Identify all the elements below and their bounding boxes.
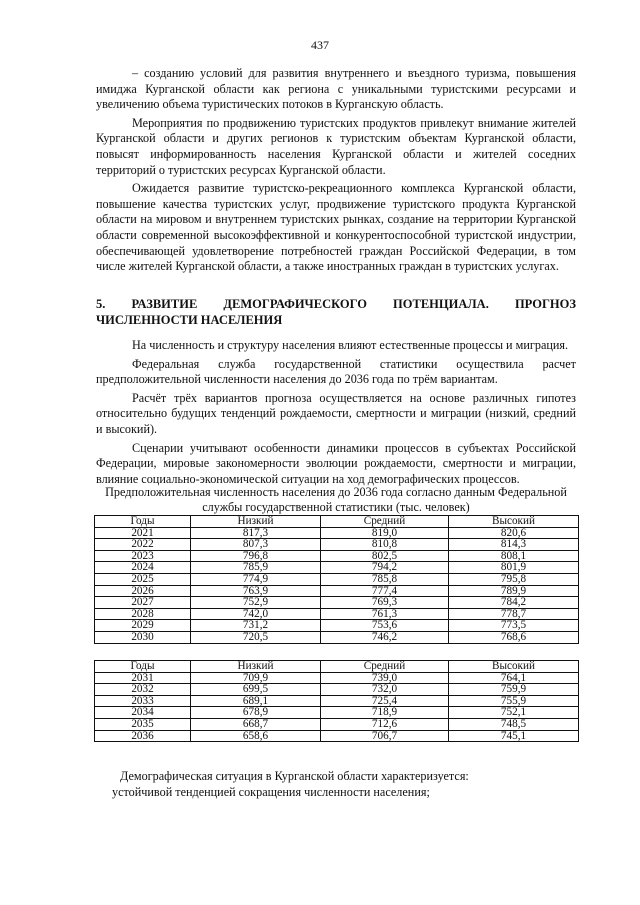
table-row xyxy=(95,527,579,539)
cell-high: 789,9 xyxy=(449,585,579,597)
cell-low: 785,9 xyxy=(191,562,321,574)
cell-medium: 725,4 xyxy=(321,695,449,707)
table-row xyxy=(95,585,579,597)
cell-low: 752,9 xyxy=(191,597,321,609)
table-row xyxy=(95,550,579,562)
paragraph-characteristics: Демографическая ситуация в Курганской области характеризуется: xyxy=(120,769,469,783)
table-row xyxy=(95,620,579,632)
intro-text xyxy=(96,66,576,278)
cell-low: 699,5 xyxy=(191,684,321,696)
cell-low: 817,3 xyxy=(191,527,321,539)
cell-high: 752,1 xyxy=(449,707,579,719)
cell-low: 668,7 xyxy=(191,718,321,730)
cell-low: 774,9 xyxy=(191,573,321,585)
paragraph-tourism-conditions: – созданию условий для развития внутреннего и въездного туризма, повышения имиджа Курганской области как региона с уникальными туристскими ресурсами и увеличению объема туристических потоков в Курганскую область. xyxy=(96,66,576,112)
heading-word: ДЕМОГРАФИЧЕСКОГО xyxy=(223,297,367,311)
section-heading xyxy=(96,297,576,328)
cell-year: 2021 xyxy=(95,527,191,539)
cell-year: 2023 xyxy=(95,550,191,562)
header-high: Высокий xyxy=(449,516,579,528)
table-row xyxy=(95,684,579,696)
cell-low: 678,9 xyxy=(191,707,321,719)
heading-word: ПРОГНОЗ xyxy=(514,297,576,311)
table-row xyxy=(95,608,579,620)
cell-year: 2035 xyxy=(95,718,191,730)
cell-high: 814,3 xyxy=(449,539,579,551)
cell-year: 2027 xyxy=(95,597,191,609)
closing-text xyxy=(112,768,580,800)
paragraph-rosstat: Федеральная служба государственной статистики осуществила расчет предположительной численности населения до 2036 года по трём вариантам. xyxy=(96,356,576,387)
table-header-row xyxy=(95,516,579,528)
header-low: Низкий xyxy=(191,661,321,673)
cell-medium: 769,3 xyxy=(321,597,449,609)
heading-line2: ЧИСЛЕННОСТИ НАСЕЛЕНИЯ xyxy=(96,312,283,327)
paragraph-factors: На численность и структуру населения влияют естественные процессы и миграция. xyxy=(132,338,569,352)
cell-medium: 732,0 xyxy=(321,684,449,696)
cell-year: 2033 xyxy=(95,695,191,707)
cell-medium: 706,7 xyxy=(321,730,449,742)
cell-medium: 712,6 xyxy=(321,718,449,730)
cell-high: 764,1 xyxy=(449,672,579,684)
cell-year: 2034 xyxy=(95,707,191,719)
demography-text xyxy=(96,338,576,490)
header-low: Низкий xyxy=(191,516,321,528)
cell-high: 778,7 xyxy=(449,608,579,620)
paragraph-scenarios: Сценарии учитывают особенности динамики процессов в субъектах Российской Федерации, мировые закономерности эволюции рождаемости, смертности и миграции, влияние социально-экономической ситуации на ход демографических процессов. xyxy=(96,440,576,486)
cell-year: 2026 xyxy=(95,585,191,597)
table-caption: Предположительная численность населения до 2036 года согласно данным Федеральной службы государственной статистики (тыс. человек) xyxy=(105,485,567,515)
table-row xyxy=(95,672,579,684)
cell-medium: 819,0 xyxy=(321,527,449,539)
header-medium: Средний xyxy=(321,516,449,528)
cell-medium: 761,3 xyxy=(321,608,449,620)
cell-medium: 810,8 xyxy=(321,539,449,551)
cell-high: 755,9 xyxy=(449,695,579,707)
heading-number: 5. xyxy=(96,297,106,311)
cell-medium: 785,8 xyxy=(321,573,449,585)
cell-high: 808,1 xyxy=(449,550,579,562)
cell-high: 768,6 xyxy=(449,631,579,643)
table-row xyxy=(95,718,579,730)
cell-year: 2024 xyxy=(95,562,191,574)
table-header-row xyxy=(95,661,579,673)
cell-high: 820,6 xyxy=(449,527,579,539)
cell-medium: 746,2 xyxy=(321,631,449,643)
header-medium: Средний xyxy=(321,661,449,673)
cell-year: 2029 xyxy=(95,620,191,632)
paragraph-variants: Расчёт трёх вариантов прогноза осуществляется на основе различных гипотез относительно будущих тенденций рождаемости, смертности и миграции (низкий, средний и высокий). xyxy=(96,390,576,436)
cell-high: 745,1 xyxy=(449,730,579,742)
cell-low: 658,6 xyxy=(191,730,321,742)
paragraph-population-decline: устойчивой тенденцией сокращения численности населения; xyxy=(112,785,430,800)
cell-medium: 718,9 xyxy=(321,707,449,719)
table-row xyxy=(95,573,579,585)
cell-low: 742,0 xyxy=(191,608,321,620)
paragraph-promotion: Мероприятия по продвижению туристских продуктов привлекут внимание жителей Курганской области и других регионов к туристским объектам Курганской области, повысят информированность населения Курганской области и жителей соседних территорий о туристских ресурсах Курганской области. xyxy=(96,115,576,177)
cell-year: 2022 xyxy=(95,539,191,551)
cell-medium: 739,0 xyxy=(321,672,449,684)
cell-year: 2032 xyxy=(95,684,191,696)
cell-low: 709,9 xyxy=(191,672,321,684)
cell-medium: 802,5 xyxy=(321,550,449,562)
heading-word: РАЗВИТИЕ xyxy=(131,297,198,311)
cell-low: 689,1 xyxy=(191,695,321,707)
cell-year: 2036 xyxy=(95,730,191,742)
cell-medium: 753,6 xyxy=(321,620,449,632)
heading-word: ПОТЕНЦИАЛА. xyxy=(393,297,489,311)
table-row xyxy=(95,631,579,643)
table-row xyxy=(95,695,579,707)
table-row xyxy=(95,707,579,719)
header-years: Годы xyxy=(95,516,191,528)
cell-low: 796,8 xyxy=(191,550,321,562)
cell-high: 801,9 xyxy=(449,562,579,574)
table-row xyxy=(95,539,579,551)
cell-medium: 794,2 xyxy=(321,562,449,574)
population-table-2021-2030 xyxy=(94,515,579,644)
cell-high: 773,5 xyxy=(449,620,579,632)
cell-high: 748,5 xyxy=(449,718,579,730)
cell-medium: 777,4 xyxy=(321,585,449,597)
population-table-2031-2036 xyxy=(94,660,579,742)
cell-high: 759,9 xyxy=(449,684,579,696)
cell-high: 784,2 xyxy=(449,597,579,609)
cell-year: 2028 xyxy=(95,608,191,620)
cell-high: 795,8 xyxy=(449,573,579,585)
paragraph-expected-development: Ожидается развитие туристско-рекреационного комплекса Курганской области, повышение качества туристских услуг, продвижение туристского продукта Курганской области на мировом и внутреннем туристских рынках, создание на территории Курганской области современной высокоэффективной и конкурентоспособной туристской индустрии, обеспечивающей удовлетворение потребностей граждан Российской Федерации, в том числе жителей Курганской области, а также иностранных граждан в туристских услугах. xyxy=(96,181,576,274)
page-number: 437 xyxy=(311,38,329,52)
table-row xyxy=(95,562,579,574)
cell-low: 807,3 xyxy=(191,539,321,551)
cell-year: 2030 xyxy=(95,631,191,643)
header-high: Высокий xyxy=(449,661,579,673)
cell-year: 2031 xyxy=(95,672,191,684)
cell-low: 763,9 xyxy=(191,585,321,597)
cell-low: 731,2 xyxy=(191,620,321,632)
cell-year: 2025 xyxy=(95,573,191,585)
table-row xyxy=(95,597,579,609)
table-row xyxy=(95,730,579,742)
cell-low: 720,5 xyxy=(191,631,321,643)
header-years: Годы xyxy=(95,661,191,673)
